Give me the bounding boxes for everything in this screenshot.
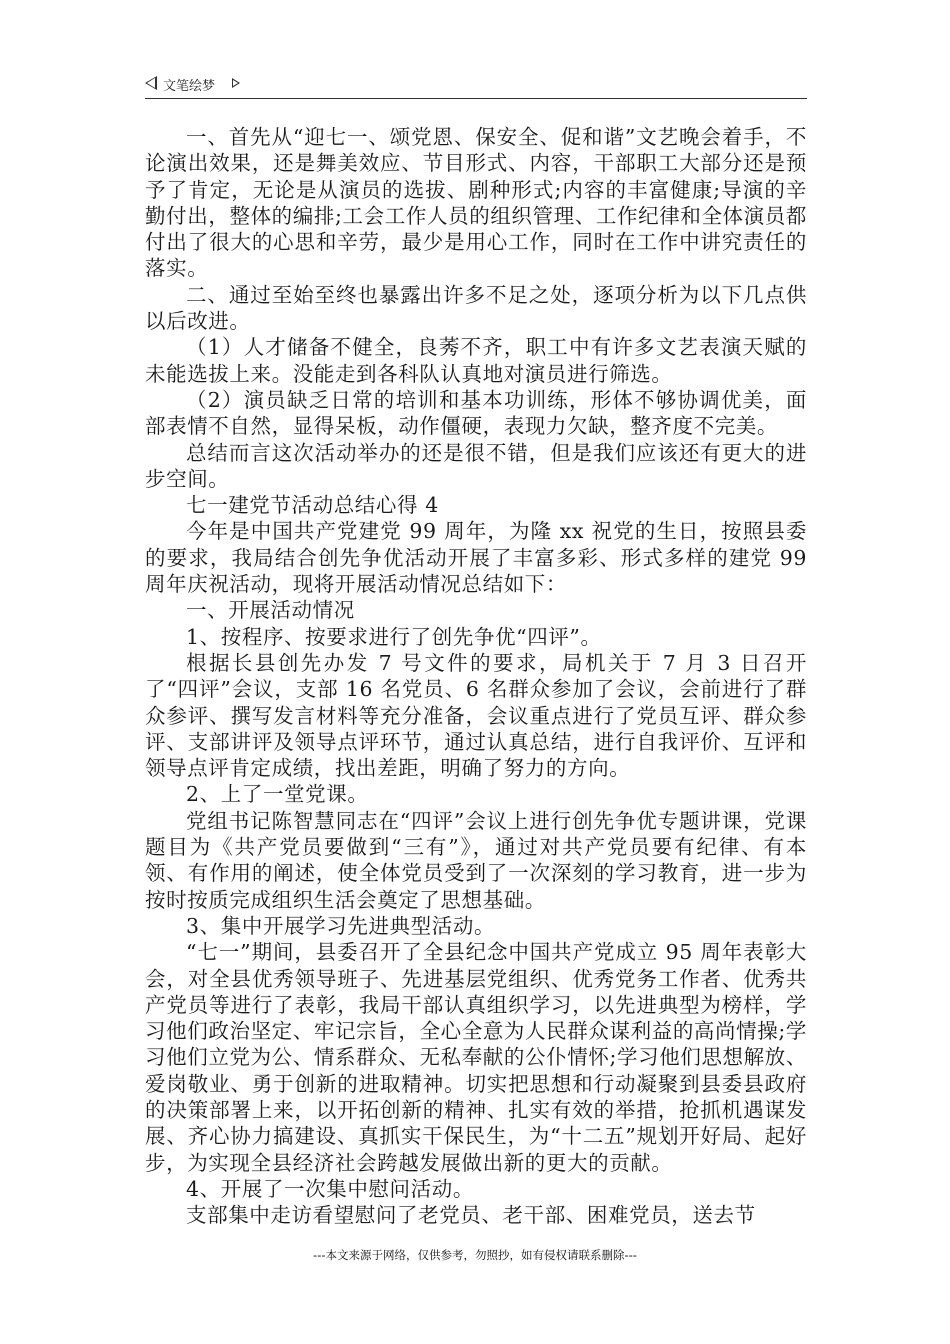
page-header: [145, 72, 807, 99]
paragraph: 1、按程序、按要求进行了创先争优“四评”。: [186, 624, 602, 649]
triangle-right-icon: [232, 78, 240, 88]
section-heading: 七一建党节活动总结心得 4: [186, 493, 439, 518]
header-brand: 文笔绘梦: [163, 79, 216, 94]
paragraph: 2、上了一堂党课。: [186, 782, 369, 807]
paragraph: 支部集中走访看望慰问了老党员、老干部、困难党员，送去节: [186, 1203, 756, 1228]
section-heading: 一、开展活动情况: [186, 598, 355, 623]
paragraph: 今年是中国共产党建党 99 周年，为隆 xx 祝党的生日，按照县委的要求，我局结合创先争优活动开展了丰富多彩、形式多样的建党 99 周年庆祝活动，现将开展活动情况总结如下：: [145, 519, 807, 597]
paragraph: （2）演员缺乏日常的培训和基本功训练，形体不够协调优美，面部表情不自然，显得呆板，动作僵硬，表现力欠缺，整齐度不完美。: [145, 387, 807, 439]
paragraph: “七一”期间，县委召开了全县纪念中国共产党成立 95 周年表彰大会，对全县优秀领导班子、先进基层党组织、优秀党务工作者、优秀共产党员等进行了表彰，我局干部认真组织学习，以先进典型为榜样，学习他们政治坚定、牢记宗旨，全心全意为人民群众谋利益的高尚情操;学习他们立党为公、情系群众、无私奉献的公仆情怀;学习他们思想解放、爱岗敬业、勇于创新的进取精神。切实把思想和行动凝聚到县委县政府的决策部署上来，以开拓创新的精神、扎实有效的举措，抢抓机遇谋发展、齐心协力搞建设、真抓实干保民生，为“十二五”规划开好局、起好步，为实现全县经济社会跨越发展做出新的更大的贡献。: [145, 940, 807, 1175]
paragraph: 党组书记陈智慧同志在“四评”会议上进行创先争优专题讲课，党课题目为《共产党员要做到“三有”》，通过对共产党员要有纪律、有本领、有作用的阐述，使全体党员受到了一次深刻的学习教育，进一步为按时按质完成组织生活会奠定了思想基础。: [145, 808, 807, 912]
document-body: [145, 124, 807, 1228]
paragraph: 4、开展了一次集中慰问活动。: [186, 1176, 474, 1201]
paragraph: 总结而言这次活动举办的还是很不错，但是我们应该还有更大的进步空间。: [145, 440, 807, 491]
paragraph: 二、通过至始至终也暴露出许多不足之处，逐项分析为以下几点供以后改进。: [145, 282, 807, 334]
page-footer-note: ---本文来源于网络，仅供参考，勿照抄，如有侵权请联系删除---: [313, 1248, 637, 1262]
paragraph: 根据长县创先办发 7 号文件的要求，局机关于 7 月 3 日召开了“四评”会议，支部 16 名党员、6 名群众参加了会议，会前进行了群众参评、撰写发言材料等充分准备，会议重点进行了党员互评、群众参评、支部讲评及领导点评环节，通过认真总结，进行自我评价、互评和领导点评肯定成绩，找出差距，明确了努力的方向。: [145, 650, 807, 781]
triangle-left-icon: [145, 76, 157, 90]
paragraph: 一、首先从“迎七一、颂党恩、保安全、促和谐”文艺晚会着手，不论演出效果，还是舞美效应、节目形式、内容，干部职工大部分还是预予了肯定，无论是从演员的选拔、剧种形式;内容的丰富健康;导演的辛勤付出，整体的编排;工会工作人员的组织管理、工作纪律和全体演员都付出了很大的心思和辛劳，最少是用心工作，同时在工作中讲究责任的落实。: [145, 125, 807, 281]
paragraph: （1）人才储备不健全，良莠不齐，职工中有许多文艺表演天赋的未能选拔上来。没能走到各科队认真地对演员进行筛选。: [145, 335, 807, 386]
paragraph: 3、集中开展学习先进典型活动。: [186, 913, 496, 938]
